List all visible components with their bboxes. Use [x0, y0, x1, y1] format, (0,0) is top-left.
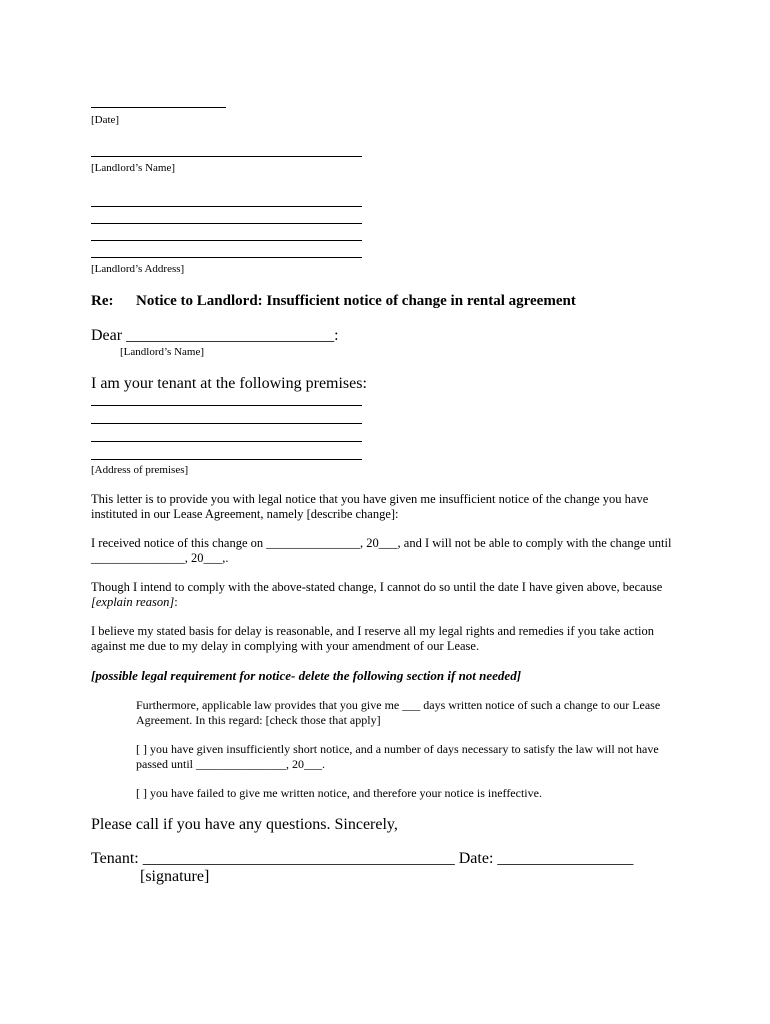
- signature-label: [signature]: [140, 868, 210, 885]
- landlord-address-line-2[interactable]: [91, 223, 362, 224]
- explain-reason-placeholder: [explain reason]: [91, 595, 175, 609]
- premises-line-3[interactable]: [91, 441, 362, 442]
- salutation-name-label: [Landlord’s Name]: [120, 346, 204, 358]
- premises-intro: I am your tenant at the following premises:: [91, 375, 367, 392]
- option-no-written-notice[interactable]: [ ] you have failed to give me written notice, and therefore your notice is ineffective.: [136, 786, 542, 800]
- date-label: [Date]: [91, 114, 120, 126]
- body-paragraph-3: [91, 580, 681, 610]
- landlord-address-line-1[interactable]: [91, 206, 362, 207]
- premises-address-label: [Address of premises]: [91, 464, 189, 476]
- option-insufficient-notice[interactable]: [ ] you have given insufficiently short notice, and a number of days necessary to satisfy the law will not have passed until _______________, 20___.: [136, 742, 659, 771]
- date-line[interactable]: [91, 107, 226, 108]
- body-paragraph-1: This letter is to provide you with legal notice that you have given me insufficient notice of the change you have instituted in our Lease Agreement, namely [describe change]:: [91, 492, 649, 521]
- optional-section-heading: [possible legal requirement for notice- delete the following section if not needed]: [91, 668, 522, 683]
- body-paragraph-3-text: Though I intend to comply with the above-stated change, I cannot do so until the date I have given above, because: [91, 580, 663, 594]
- tenant-date-line[interactable]: Tenant: _______________________________________ Date: _________________: [91, 850, 634, 867]
- landlord-name-line[interactable]: [91, 156, 362, 157]
- salutation: Dear __________________________:: [91, 327, 339, 344]
- landlord-name-label: [Landlord’s Name]: [91, 162, 175, 174]
- closing-text: Please call if you have any questions. Sincerely,: [91, 816, 398, 833]
- body-paragraph-2: I received notice of this change on _______________, 20___, and I will not be able to comply with the change until _______________, 20___,.: [91, 536, 672, 565]
- landlord-address-line-3[interactable]: [91, 240, 362, 241]
- premises-line-2[interactable]: [91, 423, 362, 424]
- subject-title: Notice to Landlord: Insufficient notice of change in rental agreement: [136, 293, 576, 309]
- body-paragraph-4: I believe my stated basis for delay is reasonable, and I reserve all my legal rights and remedies if you take action against me due to my delay in complying with your amendment of our Lease.: [91, 624, 654, 653]
- body-paragraph-3-end: :: [174, 595, 178, 609]
- landlord-address-line-4[interactable]: [91, 257, 362, 258]
- premises-line-4[interactable]: [91, 459, 362, 460]
- optional-paragraph: Furthermore, applicable law provides that you give me ___ days written notice of such a change to our Lease Agreement. In this regard: [check those that apply]: [136, 698, 661, 727]
- premises-line-1[interactable]: [91, 405, 362, 406]
- subject-re: Re:: [91, 293, 114, 309]
- landlord-address-label: [Landlord’s Address]: [91, 263, 185, 275]
